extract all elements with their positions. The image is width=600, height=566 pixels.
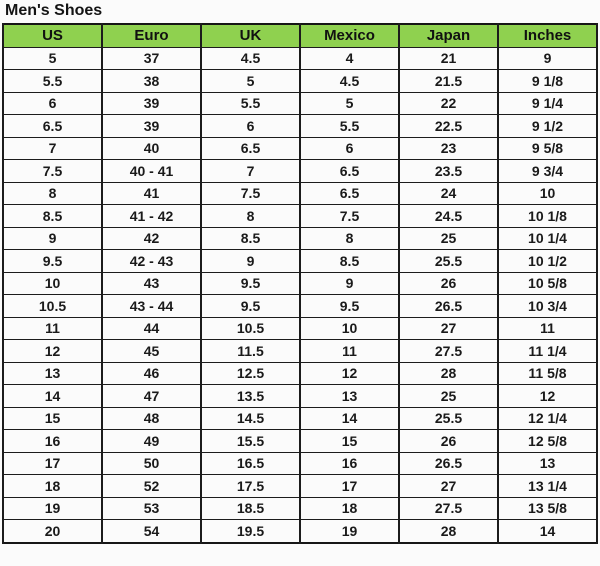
- table-cell: 11: [498, 317, 597, 340]
- table-cell: 23.5: [399, 160, 498, 183]
- table-cell: 9 1/4: [498, 92, 597, 115]
- table-cell: 9.5: [201, 295, 300, 318]
- table-row: [3, 497, 597, 520]
- table-cell: 26.5: [399, 452, 498, 475]
- shoe-size-conversion-table: [2, 23, 598, 544]
- table-cell: 13.5: [201, 385, 300, 408]
- table-cell: 13: [3, 362, 102, 385]
- table-row: [3, 70, 597, 93]
- table-cell: 50: [102, 452, 201, 475]
- table-row: [3, 272, 597, 295]
- table-cell: 9 1/2: [498, 115, 597, 138]
- table-cell: 14: [3, 385, 102, 408]
- table-cell: 40: [102, 137, 201, 160]
- table-cell: 4.5: [300, 70, 399, 93]
- table-cell: 6.5: [201, 137, 300, 160]
- table-cell: 42 - 43: [102, 250, 201, 273]
- table-cell: 17: [300, 475, 399, 498]
- table-cell: 39: [102, 115, 201, 138]
- table-cell: 54: [102, 520, 201, 543]
- table-cell: 5: [300, 92, 399, 115]
- table-cell: 43 - 44: [102, 295, 201, 318]
- table-cell: 45: [102, 340, 201, 363]
- table-row: [3, 385, 597, 408]
- table-cell: 10: [498, 182, 597, 205]
- table-cell: 18.5: [201, 497, 300, 520]
- table-cell: 5: [201, 70, 300, 93]
- table-cell: 10: [300, 317, 399, 340]
- table-cell: 9 1/8: [498, 70, 597, 93]
- table-cell: 11 5/8: [498, 362, 597, 385]
- table-cell: 18: [3, 475, 102, 498]
- column-header-inches: Inches: [498, 24, 597, 47]
- table-cell: 22.5: [399, 115, 498, 138]
- table-cell: 21.5: [399, 70, 498, 93]
- table-row: [3, 182, 597, 205]
- table-row: [3, 47, 597, 70]
- table-row: [3, 520, 597, 543]
- table-cell: 52: [102, 475, 201, 498]
- table-cell: 9: [201, 250, 300, 273]
- table-cell: 17.5: [201, 475, 300, 498]
- table-row: [3, 430, 597, 453]
- table-cell: 19.5: [201, 520, 300, 543]
- table-header: [3, 24, 597, 47]
- column-header-mexico: Mexico: [300, 24, 399, 47]
- table-cell: 39: [102, 92, 201, 115]
- column-header-japan: Japan: [399, 24, 498, 47]
- table-cell: 13: [498, 452, 597, 475]
- table-row: [3, 452, 597, 475]
- table-cell: 4: [300, 47, 399, 70]
- table-cell: 18: [300, 497, 399, 520]
- table-cell: 38: [102, 70, 201, 93]
- table-cell: 22: [399, 92, 498, 115]
- table-cell: 16.5: [201, 452, 300, 475]
- table-cell: 8.5: [300, 250, 399, 273]
- table-cell: 11: [3, 317, 102, 340]
- table-cell: 8: [201, 205, 300, 228]
- table-cell: 6.5: [3, 115, 102, 138]
- table-cell: 7.5: [300, 205, 399, 228]
- table-cell: 8: [300, 227, 399, 250]
- table-cell: 9 3/4: [498, 160, 597, 183]
- table-cell: 16: [300, 452, 399, 475]
- column-header-us: US: [3, 24, 102, 47]
- table-cell: 10.5: [3, 295, 102, 318]
- table-cell: 48: [102, 407, 201, 430]
- table-row: [3, 362, 597, 385]
- table-row: [3, 340, 597, 363]
- table-cell: 43: [102, 272, 201, 295]
- table-row: [3, 137, 597, 160]
- table-cell: 9 5/8: [498, 137, 597, 160]
- table-cell: 9.5: [300, 295, 399, 318]
- table-cell: 27.5: [399, 497, 498, 520]
- table-cell: 9: [300, 272, 399, 295]
- table-cell: 24: [399, 182, 498, 205]
- table-cell: 11 1/4: [498, 340, 597, 363]
- table-cell: 10 1/2: [498, 250, 597, 273]
- table-row: [3, 475, 597, 498]
- table-cell: 9.5: [3, 250, 102, 273]
- table-cell: 14: [300, 407, 399, 430]
- table-cell: 28: [399, 520, 498, 543]
- table-cell: 8: [3, 182, 102, 205]
- table-cell: 37: [102, 47, 201, 70]
- table-cell: 25: [399, 385, 498, 408]
- table-cell: 19: [3, 497, 102, 520]
- table-cell: 13: [300, 385, 399, 408]
- table-cell: 44: [102, 317, 201, 340]
- table-cell: 7.5: [3, 160, 102, 183]
- table-cell: 9: [3, 227, 102, 250]
- table-cell: 10: [3, 272, 102, 295]
- table-cell: 6: [3, 92, 102, 115]
- table-cell: 14: [498, 520, 597, 543]
- table-cell: 27.5: [399, 340, 498, 363]
- table-cell: 27: [399, 475, 498, 498]
- table-body: [3, 47, 597, 543]
- table-header-row: [3, 24, 597, 47]
- table-cell: 8.5: [3, 205, 102, 228]
- table-row: [3, 227, 597, 250]
- table-cell: 25.5: [399, 407, 498, 430]
- table-cell: 15: [300, 430, 399, 453]
- table-cell: 25: [399, 227, 498, 250]
- table-cell: 46: [102, 362, 201, 385]
- table-cell: 5.5: [300, 115, 399, 138]
- table-cell: 53: [102, 497, 201, 520]
- table-cell: 8.5: [201, 227, 300, 250]
- table-cell: 10 5/8: [498, 272, 597, 295]
- table-cell: 10 1/8: [498, 205, 597, 228]
- table-cell: 5.5: [201, 92, 300, 115]
- table-cell: 7: [3, 137, 102, 160]
- table-cell: 25.5: [399, 250, 498, 273]
- table-cell: 14.5: [201, 407, 300, 430]
- table-cell: 5: [3, 47, 102, 70]
- table-cell: 5.5: [3, 70, 102, 93]
- table-cell: 49: [102, 430, 201, 453]
- table-cell: 15.5: [201, 430, 300, 453]
- table-cell: 9: [498, 47, 597, 70]
- table-cell: 13 5/8: [498, 497, 597, 520]
- table-cell: 6.5: [300, 160, 399, 183]
- table-cell: 21: [399, 47, 498, 70]
- table-cell: 10 1/4: [498, 227, 597, 250]
- table-cell: 10.5: [201, 317, 300, 340]
- table-cell: 6: [300, 137, 399, 160]
- table-cell: 13 1/4: [498, 475, 597, 498]
- table-row: [3, 295, 597, 318]
- table-row: [3, 250, 597, 273]
- table-cell: 6: [201, 115, 300, 138]
- column-header-euro: Euro: [102, 24, 201, 47]
- table-cell: 12: [300, 362, 399, 385]
- table-cell: 24.5: [399, 205, 498, 228]
- table-cell: 19: [300, 520, 399, 543]
- table-row: [3, 92, 597, 115]
- table-cell: 4.5: [201, 47, 300, 70]
- column-header-uk: UK: [201, 24, 300, 47]
- table-cell: 20: [3, 520, 102, 543]
- table-cell: 26: [399, 272, 498, 295]
- table-cell: 11: [300, 340, 399, 363]
- table-cell: 27: [399, 317, 498, 340]
- table-cell: 11.5: [201, 340, 300, 363]
- table-cell: 12 1/4: [498, 407, 597, 430]
- table-cell: 12: [498, 385, 597, 408]
- table-cell: 7: [201, 160, 300, 183]
- table-cell: 6.5: [300, 182, 399, 205]
- table-row: [3, 160, 597, 183]
- table-row: [3, 205, 597, 228]
- table-cell: 7.5: [201, 182, 300, 205]
- table-cell: 17: [3, 452, 102, 475]
- table-cell: 47: [102, 385, 201, 408]
- table-cell: 41 - 42: [102, 205, 201, 228]
- table-cell: 16: [3, 430, 102, 453]
- table-cell: 12 5/8: [498, 430, 597, 453]
- table-cell: 26: [399, 430, 498, 453]
- table-row: [3, 115, 597, 138]
- table-cell: 10 3/4: [498, 295, 597, 318]
- table-cell: 41: [102, 182, 201, 205]
- table-row: [3, 407, 597, 430]
- table-cell: 26.5: [399, 295, 498, 318]
- table-cell: 12: [3, 340, 102, 363]
- table-cell: 9.5: [201, 272, 300, 295]
- table-cell: 28: [399, 362, 498, 385]
- page-title: Men's Shoes: [5, 2, 103, 19]
- table-cell: 42: [102, 227, 201, 250]
- table-row: [3, 317, 597, 340]
- table-cell: 40 - 41: [102, 160, 201, 183]
- table-cell: 23: [399, 137, 498, 160]
- table-cell: 15: [3, 407, 102, 430]
- table-cell: 12.5: [201, 362, 300, 385]
